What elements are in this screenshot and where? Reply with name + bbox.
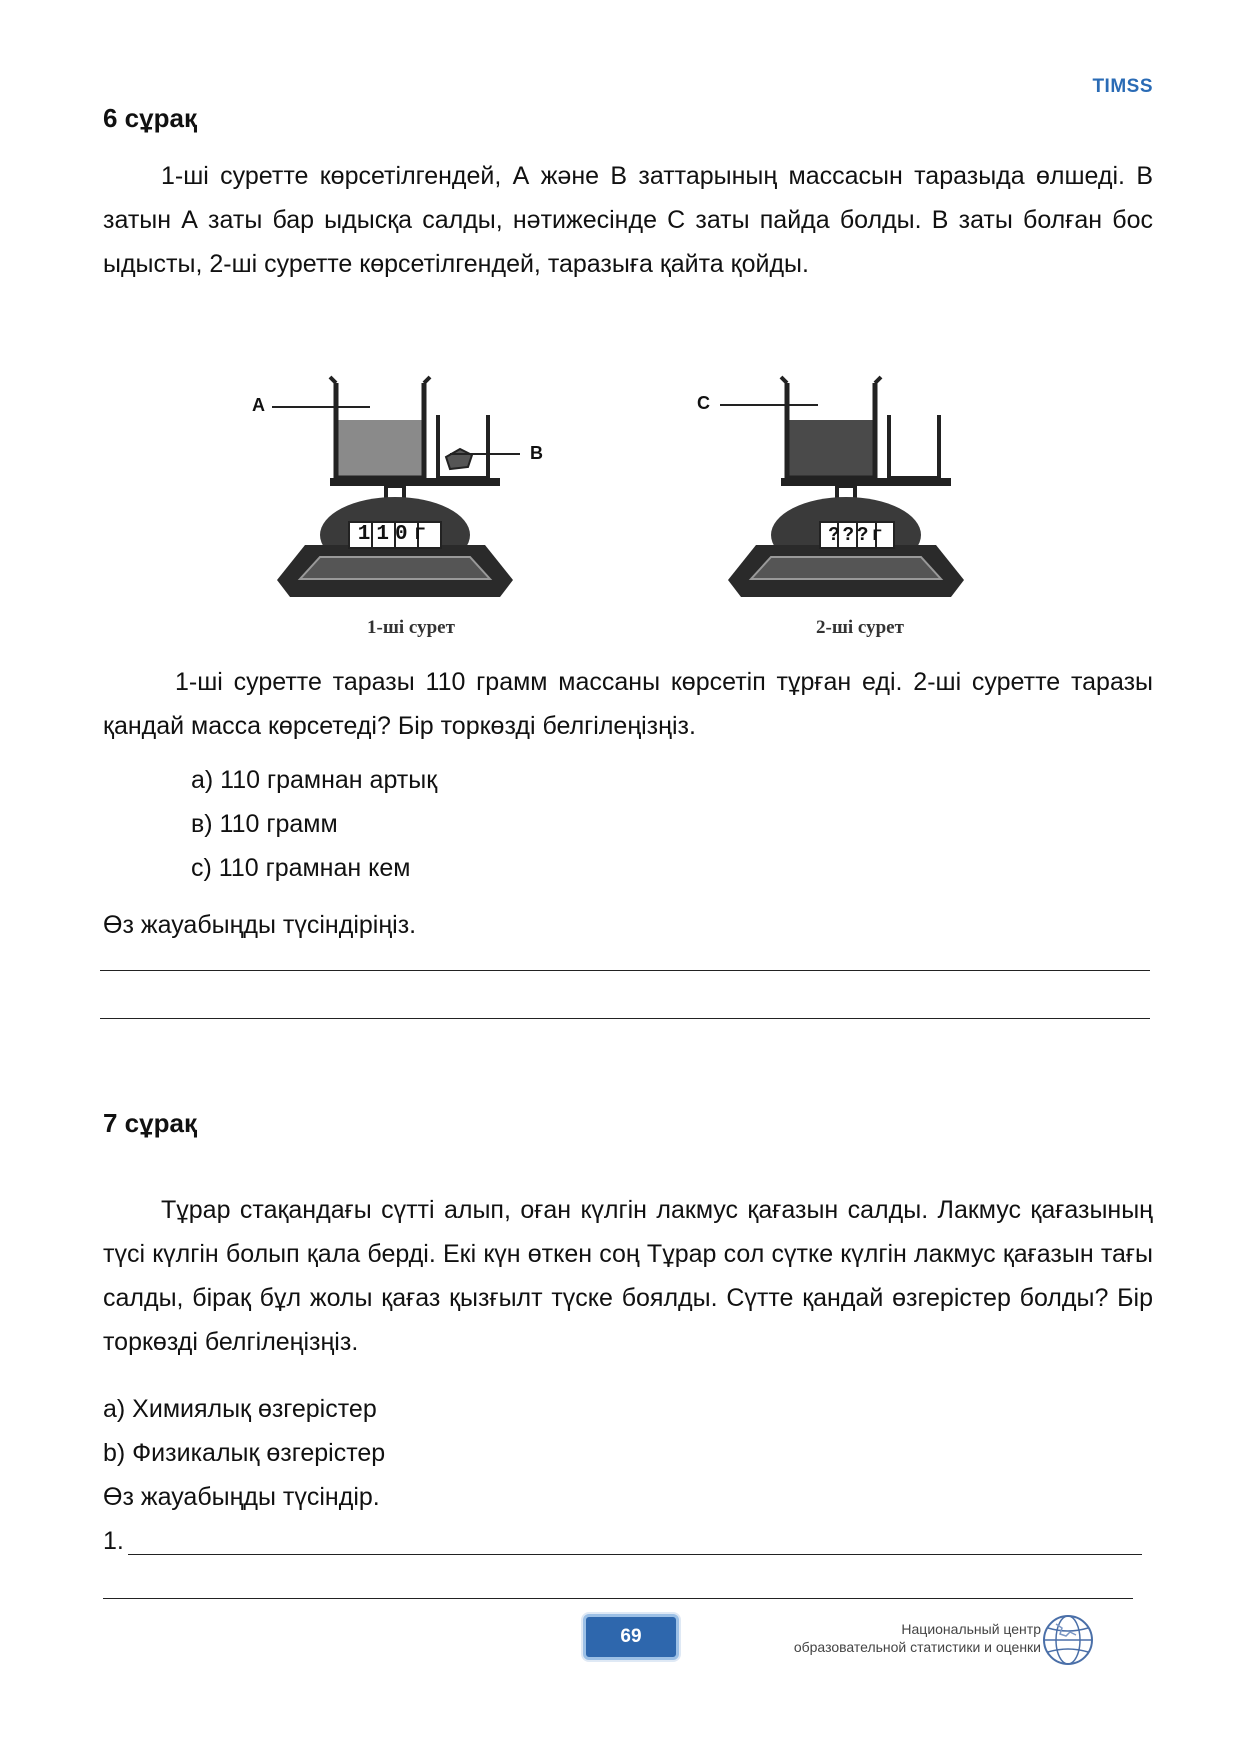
answer-line-4[interactable] — [103, 1598, 1133, 1599]
figure-1-scale — [250, 375, 580, 620]
figure-2-scale — [690, 375, 990, 620]
question-7-intro-text: Тұрар стақандағы сүтті алып, оған күлгін лакмус қағазын салды. Лакмус қағазының түсі күлгін болып қала берді. Екі күн өткен соң Тұрар сол сүтке күлгін лакмус қағазын тағы салды, бірақ бұл жолы қағаз қызғылт түске боялды. Сүтте қандай өзгерістер болды? Бір торкөзді белгілеңізңіз. — [103, 1196, 1153, 1356]
question-6-intro-text: 1-ші суретте көрсетілгендей, А және В заттарының массасын таразыда өлшеді. В затын А заты бар ыдысқа салды, нәтижесінде С заты пайда болды. В заты болған бос ыдысты, 2-ші суретте көрсетілгендей, таразыға қайта қойды. — [103, 162, 1153, 278]
footer-org-line-2: образовательной статистики и оценки — [793, 1639, 1041, 1655]
figure-1-display: 110г — [357, 523, 433, 546]
header-tag: TIMSS — [1092, 76, 1153, 97]
question-6-option-c[interactable]: с) 110 грамнан кем — [191, 854, 411, 882]
question-6-explain: Өз жауабыңды түсіндіріңіз. — [103, 911, 417, 939]
label-c: C — [697, 393, 710, 413]
question-6-prompt-text: 1-ші суретте таразы 110 грамм массаны көрсетіп тұрған еді. 2-ші суретте таразы қандай масса көрсетеді? Бір торкөзді белгілеңізңіз. — [103, 668, 1153, 740]
footer-org-name — [794, 1620, 1041, 1656]
answer-line-2[interactable] — [100, 1018, 1150, 1019]
question-7-intro — [103, 1188, 1153, 1364]
label-b: B — [530, 443, 543, 463]
figure-2-caption: 2-ші сурет — [816, 617, 904, 638]
question-6-option-b[interactable]: в) 110 грамм — [191, 810, 338, 838]
label-a: A — [252, 395, 265, 415]
question-7-title: 7 сұрақ — [103, 1108, 197, 1138]
answer-line-3[interactable] — [128, 1554, 1142, 1555]
question-6-title: 6 сұрақ — [103, 103, 197, 133]
question-7-explain: Өз жауабыңды түсіндір. — [103, 1483, 380, 1511]
figure-2-display: ???г — [828, 524, 886, 546]
question-7-option-a[interactable]: а) Химиялық өзгерістер — [103, 1395, 377, 1423]
question-6-option-a[interactable]: а) 110 грамнан артық — [191, 766, 438, 794]
figure-1-caption: 1-ші сурет — [367, 617, 455, 638]
globe-logo-icon — [1040, 1612, 1096, 1673]
footer-org-line-1: Национальный центр — [901, 1621, 1041, 1637]
question-7-option-b[interactable]: b) Физикалық өзгерістер — [103, 1439, 386, 1467]
question-6-prompt — [103, 660, 1153, 748]
answer-prefix: 1. — [103, 1527, 124, 1555]
page-number: 69 — [583, 1614, 679, 1660]
question-6-intro — [103, 154, 1153, 286]
answer-line-1[interactable] — [100, 970, 1150, 971]
